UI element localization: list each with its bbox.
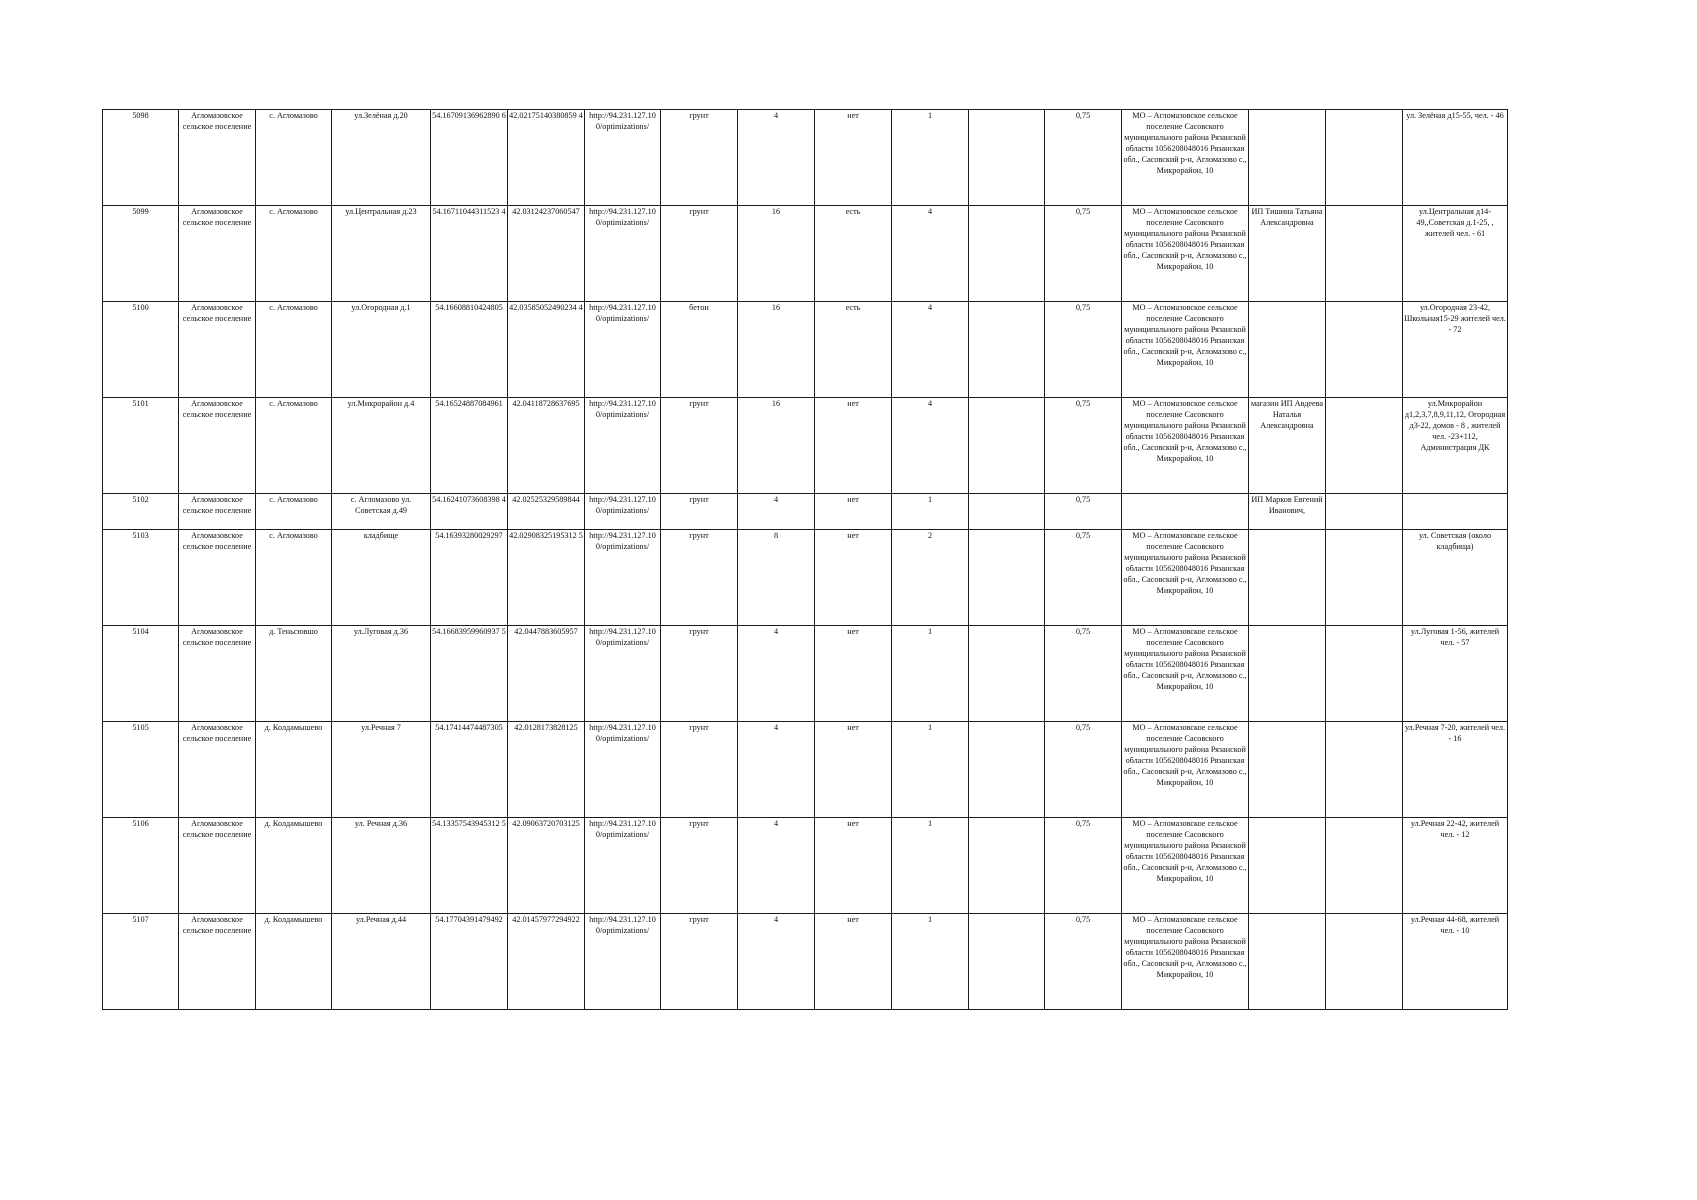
empty-cell: [969, 398, 1045, 494]
table-row: [103, 626, 1508, 722]
locality-cell: с. Агломазово: [256, 302, 332, 398]
volume-cell: 0,75: [1045, 206, 1122, 302]
owner-cell: МО – Агломазовское сельское поселение Сасовского муниципального района Рязанской области 1056208048016 Рязанская обл., Сасовский р-н, Агломазово с., Микрорайон, 10: [1122, 722, 1249, 818]
empty-cell: [969, 722, 1045, 818]
longitude-cell: 42.02908325195312 5: [508, 530, 585, 626]
waste-source-cell: [1249, 914, 1326, 1010]
latitude-cell: 54.16393280029297: [431, 530, 508, 626]
volume-cell: 0,75: [1045, 914, 1122, 1010]
surface-cell: грунт: [661, 398, 738, 494]
address-cell: ул.Речная 7: [332, 722, 431, 818]
longitude-cell: 42.03124237060547: [508, 206, 585, 302]
empty-cell: [969, 530, 1045, 626]
containers-cell: 4: [892, 206, 969, 302]
surface-cell: грунт: [661, 110, 738, 206]
fence-cell: нет: [815, 818, 892, 914]
containers-cell: 1: [892, 722, 969, 818]
latitude-cell: 54.16709136962890 6: [431, 110, 508, 206]
containers-cell: 1: [892, 110, 969, 206]
table-row: [103, 398, 1508, 494]
volume-cell: 0,75: [1045, 494, 1122, 530]
map-url-cell: http://94.231.127.10 0/optimizations/: [585, 110, 661, 206]
waste-source-cell: [1249, 626, 1326, 722]
area-cell: 4: [738, 914, 815, 1010]
empty-cell: [1326, 722, 1403, 818]
owner-cell: МО – Агломазовское сельское поселение Сасовского муниципального района Рязанской области 1056208048016 Рязанская обл., Сасовский р-н, Агломазово с., Микрорайон, 10: [1122, 914, 1249, 1010]
latitude-cell: 54.17414474487305: [431, 722, 508, 818]
latitude-cell: 54.13357543945312 5: [431, 818, 508, 914]
served-objects-cell: [1403, 494, 1508, 530]
owner-cell: МО – Агломазовское сельское поселение Сасовского муниципального района Рязанской области 1056208048016 Рязанская обл., Сасовский р-н, Агломазово с., Микрорайон, 10: [1122, 206, 1249, 302]
waste-source-cell: ИП Марков Евгений Иванович,: [1249, 494, 1326, 530]
surface-cell: грунт: [661, 530, 738, 626]
latitude-cell: 54.16608810424805: [431, 302, 508, 398]
served-objects-cell: ул.Речная 22-42, жителей чел. - 12: [1403, 818, 1508, 914]
site-number-cell: 5105: [103, 722, 179, 818]
latitude-cell: 54.17704391479492: [431, 914, 508, 1010]
locality-cell: с. Агломазово: [256, 110, 332, 206]
site-number-cell: 5102: [103, 494, 179, 530]
empty-cell: [1326, 398, 1403, 494]
map-url-cell: http://94.231.127.10 0/optimizations/: [585, 626, 661, 722]
locality-cell: д. Теньсювшо: [256, 626, 332, 722]
longitude-cell: 42.02525329589844: [508, 494, 585, 530]
site-number-cell: 5104: [103, 626, 179, 722]
longitude-cell: 42.02175140380859 4: [508, 110, 585, 206]
served-objects-cell: ул. Зелёная д15-55, чел. - 46: [1403, 110, 1508, 206]
volume-cell: 0,75: [1045, 398, 1122, 494]
site-number-cell: 5098: [103, 110, 179, 206]
owner-cell: МО – Агломазовское сельское поселение Сасовского муниципального района Рязанской области 1056208048016 Рязанская обл., Сасовский р-н, Агломазово с., Микрорайон, 10: [1122, 302, 1249, 398]
empty-cell: [969, 206, 1045, 302]
volume-cell: 0,75: [1045, 302, 1122, 398]
locality-cell: с. Агломазово: [256, 494, 332, 530]
table-row: [103, 722, 1508, 818]
served-objects-cell: ул. Советская (около кладбища): [1403, 530, 1508, 626]
surface-cell: грунт: [661, 206, 738, 302]
empty-cell: [1326, 494, 1403, 530]
table-row: [103, 494, 1508, 530]
surface-cell: грунт: [661, 626, 738, 722]
empty-cell: [1326, 530, 1403, 626]
longitude-cell: 42.03585052490234 4: [508, 302, 585, 398]
site-number-cell: 5106: [103, 818, 179, 914]
fence-cell: нет: [815, 398, 892, 494]
surface-cell: грунт: [661, 494, 738, 530]
locality-cell: д. Колдамышево: [256, 914, 332, 1010]
fence-cell: нет: [815, 722, 892, 818]
surface-cell: бетон: [661, 302, 738, 398]
fence-cell: нет: [815, 626, 892, 722]
table-body: [103, 110, 1508, 1010]
fence-cell: нет: [815, 494, 892, 530]
fence-cell: нет: [815, 530, 892, 626]
waste-source-cell: [1249, 530, 1326, 626]
volume-cell: 0,75: [1045, 722, 1122, 818]
longitude-cell: 42.01457977294922: [508, 914, 585, 1010]
area-cell: 16: [738, 206, 815, 302]
site-number-cell: 5103: [103, 530, 179, 626]
settlement-cell: Агломазовское сельское поселение: [179, 110, 256, 206]
area-cell: 4: [738, 626, 815, 722]
address-cell: ул. Речная д.36: [332, 818, 431, 914]
map-url-cell: http://94.231.127.10 0/optimizations/: [585, 494, 661, 530]
settlement-cell: Агломазовское сельское поселение: [179, 626, 256, 722]
empty-cell: [1326, 626, 1403, 722]
owner-cell: [1122, 494, 1249, 530]
surface-cell: грунт: [661, 914, 738, 1010]
empty-cell: [1326, 206, 1403, 302]
empty-cell: [969, 110, 1045, 206]
fence-cell: нет: [815, 110, 892, 206]
fence-cell: есть: [815, 206, 892, 302]
site-number-cell: 5101: [103, 398, 179, 494]
latitude-cell: 54.16524887084961: [431, 398, 508, 494]
served-objects-cell: ул.Огородная 23-42, Школьная15-29 жителей чел. - 72: [1403, 302, 1508, 398]
fence-cell: нет: [815, 914, 892, 1010]
served-objects-cell: ул.Луговая 1-56, жителей чел. - 57: [1403, 626, 1508, 722]
map-url-cell: http://94.231.127.10 0/optimizations/: [585, 530, 661, 626]
map-url-cell: http://94.231.127.10 0/optimizations/: [585, 722, 661, 818]
surface-cell: грунт: [661, 818, 738, 914]
locality-cell: д. Колдамышево: [256, 818, 332, 914]
latitude-cell: 54.16711044311523 4: [431, 206, 508, 302]
table-row: [103, 110, 1508, 206]
served-objects-cell: ул.Микрорайон д1,2,3,7,8,9,11,12, Огородная д3-22, домов - 8 , жителей чел. -23+112, Администрация ДК: [1403, 398, 1508, 494]
address-cell: с. Агломазово ул. Советская д.49: [332, 494, 431, 530]
address-cell: ул.Зелёная д.20: [332, 110, 431, 206]
site-number-cell: 5100: [103, 302, 179, 398]
table-row: [103, 302, 1508, 398]
settlement-cell: Агломазовское сельское поселение: [179, 914, 256, 1010]
area-cell: 4: [738, 110, 815, 206]
containers-cell: 1: [892, 818, 969, 914]
served-objects-cell: ул.Центральная д14-49,,Советская д.1-25, , жителей чел. - 61: [1403, 206, 1508, 302]
containers-cell: 4: [892, 398, 969, 494]
served-objects-cell: ул.Речная 7-20, жителей чел. - 16: [1403, 722, 1508, 818]
map-url-cell: http://94.231.127.10 0/optimizations/: [585, 398, 661, 494]
containers-cell: 2: [892, 530, 969, 626]
owner-cell: МО – Агломазовское сельское поселение Сасовского муниципального района Рязанской области 1056208048016 Рязанская обл., Сасовский р-н, Агломазово с., Микрорайон, 10: [1122, 530, 1249, 626]
map-url-cell: http://94.231.127.10 0/optimizations/: [585, 302, 661, 398]
empty-cell: [969, 914, 1045, 1010]
settlement-cell: Агломазовское сельское поселение: [179, 302, 256, 398]
table-row: [103, 818, 1508, 914]
latitude-cell: 54.16241073608398 4: [431, 494, 508, 530]
longitude-cell: 42.0447883605957: [508, 626, 585, 722]
area-cell: 16: [738, 302, 815, 398]
table-row: [103, 914, 1508, 1010]
empty-cell: [969, 302, 1045, 398]
address-cell: ул.Центральная д.23: [332, 206, 431, 302]
locality-cell: д. Колдамышево: [256, 722, 332, 818]
owner-cell: МО – Агломазовское сельское поселение Сасовского муниципального района Рязанской области 1056208048016 Рязанская обл., Сасовский р-н, Агломазово с., Микрорайон, 10: [1122, 110, 1249, 206]
address-cell: ул.Речная д.44: [332, 914, 431, 1010]
owner-cell: МО – Агломазовское сельское поселение Сасовского муниципального района Рязанской области 1056208048016 Рязанская обл., Сасовский р-н, Агломазово с., Микрорайон, 10: [1122, 626, 1249, 722]
locality-cell: с. Агломазово: [256, 206, 332, 302]
waste-sites-table: [102, 109, 1508, 1010]
owner-cell: МО – Агломазовское сельское поселение Сасовского муниципального района Рязанской области 1056208048016 Рязанская обл., Сасовский р-н, Агломазово с., Микрорайон, 10: [1122, 818, 1249, 914]
address-cell: кладбище: [332, 530, 431, 626]
map-url-cell: http://94.231.127.10 0/optimizations/: [585, 818, 661, 914]
settlement-cell: Агломазовское сельское поселение: [179, 722, 256, 818]
area-cell: 16: [738, 398, 815, 494]
settlement-cell: Агломазовское сельское поселение: [179, 530, 256, 626]
volume-cell: 0,75: [1045, 626, 1122, 722]
address-cell: ул.Микрорайон д.4: [332, 398, 431, 494]
area-cell: 4: [738, 722, 815, 818]
site-number-cell: 5099: [103, 206, 179, 302]
address-cell: ул.Огородная д.1: [332, 302, 431, 398]
surface-cell: грунт: [661, 722, 738, 818]
empty-cell: [1326, 818, 1403, 914]
area-cell: 4: [738, 494, 815, 530]
settlement-cell: Агломазовское сельское поселение: [179, 206, 256, 302]
empty-cell: [1326, 914, 1403, 1010]
empty-cell: [969, 494, 1045, 530]
containers-cell: 1: [892, 626, 969, 722]
address-cell: ул.Луговая д.36: [332, 626, 431, 722]
empty-cell: [969, 626, 1045, 722]
waste-source-cell: магазин ИП Авдеева Наталья Александровна: [1249, 398, 1326, 494]
longitude-cell: 42.0128173828125: [508, 722, 585, 818]
settlement-cell: Агломазовское сельское поселение: [179, 818, 256, 914]
waste-source-cell: [1249, 818, 1326, 914]
map-url-cell: http://94.231.127.10 0/optimizations/: [585, 914, 661, 1010]
containers-cell: 1: [892, 914, 969, 1010]
empty-cell: [1326, 110, 1403, 206]
waste-source-cell: ИП Тишина Татьяна Александровна: [1249, 206, 1326, 302]
longitude-cell: 42.09063720703125: [508, 818, 585, 914]
waste-source-cell: [1249, 302, 1326, 398]
served-objects-cell: ул.Речная 44-68, жителей чел. - 10: [1403, 914, 1508, 1010]
volume-cell: 0,75: [1045, 530, 1122, 626]
waste-source-cell: [1249, 110, 1326, 206]
volume-cell: 0,75: [1045, 818, 1122, 914]
empty-cell: [1326, 302, 1403, 398]
containers-cell: 4: [892, 302, 969, 398]
containers-cell: 1: [892, 494, 969, 530]
site-number-cell: 5107: [103, 914, 179, 1010]
fence-cell: есть: [815, 302, 892, 398]
map-url-cell: http://94.231.127.10 0/optimizations/: [585, 206, 661, 302]
longitude-cell: 42.04118728637695: [508, 398, 585, 494]
settlement-cell: Агломазовское сельское поселение: [179, 494, 256, 530]
table-row: [103, 206, 1508, 302]
latitude-cell: 54.16683959960937 5: [431, 626, 508, 722]
waste-source-cell: [1249, 722, 1326, 818]
locality-cell: с. Агломазово: [256, 530, 332, 626]
settlement-cell: Агломазовское сельское поселение: [179, 398, 256, 494]
empty-cell: [969, 818, 1045, 914]
volume-cell: 0,75: [1045, 110, 1122, 206]
table-row: [103, 530, 1508, 626]
owner-cell: МО – Агломазовское сельское поселение Сасовского муниципального района Рязанской области 1056208048016 Рязанская обл., Сасовский р-н, Агломазово с., Микрорайон, 10: [1122, 398, 1249, 494]
locality-cell: с. Агломазово: [256, 398, 332, 494]
area-cell: 8: [738, 530, 815, 626]
area-cell: 4: [738, 818, 815, 914]
